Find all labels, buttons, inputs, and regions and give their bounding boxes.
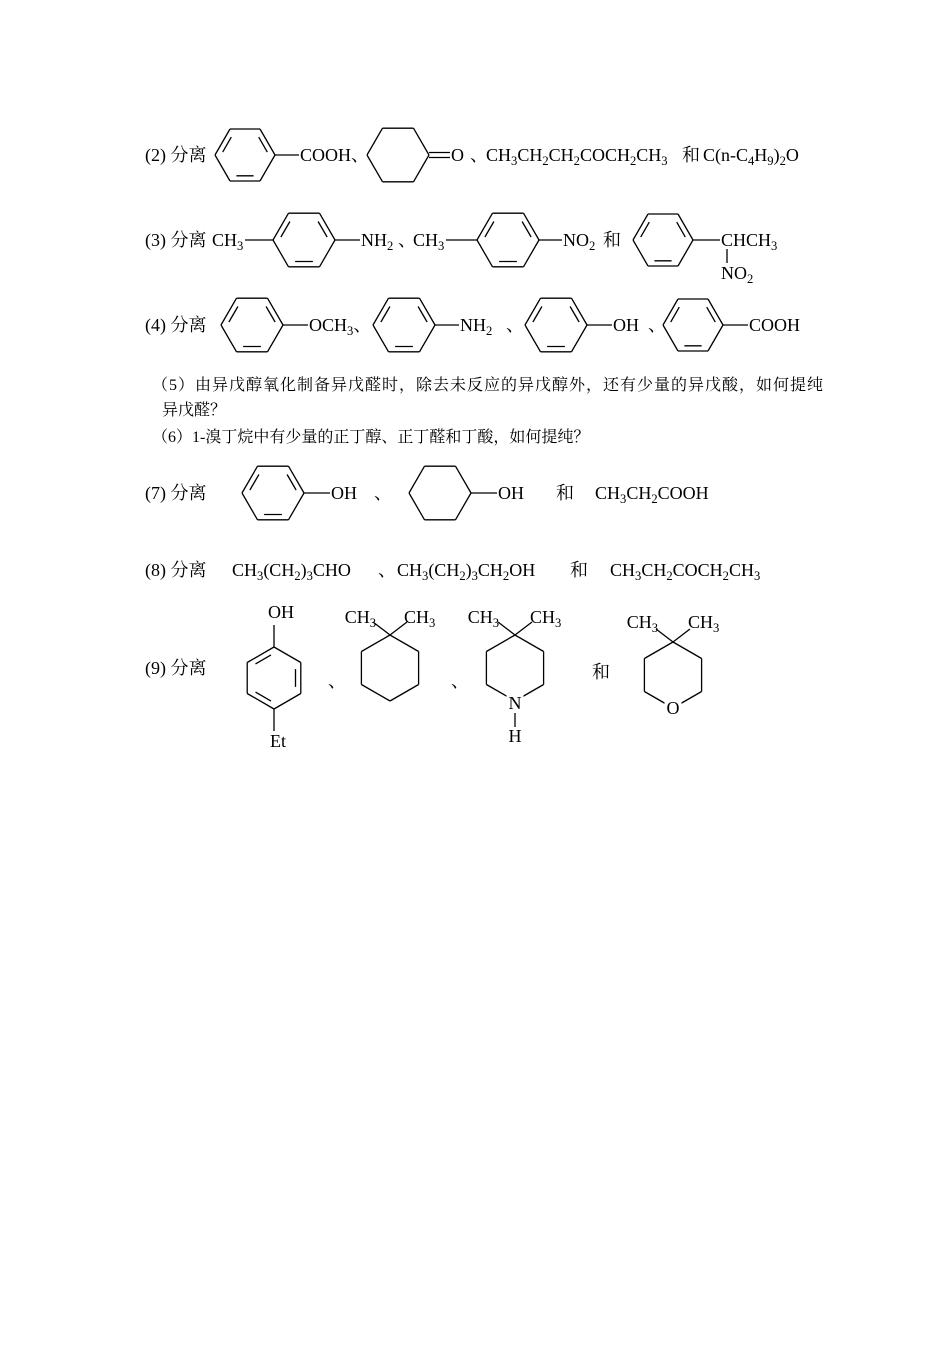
conjunction: 和: [592, 662, 610, 682]
hydroxyl-label: OH: [498, 483, 524, 503]
ring-bond: [456, 493, 472, 520]
amino-label: $NH_2$: [361, 230, 394, 253]
cyclohexanone-ring: [367, 128, 429, 182]
separator: 、: [451, 671, 469, 691]
ring-bond: [477, 240, 493, 267]
phenyl-nitroethane-ring: [633, 214, 693, 266]
benzoic-acid-ring-2: [663, 299, 723, 351]
question-text: （5）由异戊醇氧化制备异戊醛时，除去未反应的异戊醇外，还有少量的异戊酸，如何提纯: [152, 377, 825, 394]
oxygen-atom-label: O: [666, 698, 680, 718]
separator: 、: [506, 315, 524, 335]
carboxyl-group-label: COOH、: [300, 145, 370, 165]
hydrogen-atom-label: H: [508, 726, 522, 746]
ring-bond: [268, 325, 284, 352]
question-text: 异戊醛？: [162, 402, 227, 419]
side-chain-label: $CHCH_3$: [721, 230, 778, 253]
ring-bond: [361, 635, 390, 652]
ring-bond: [274, 647, 301, 663]
methyl-label: $CH_3$: [413, 230, 445, 253]
ring-bond: [361, 685, 390, 702]
ring-bond: [273, 240, 289, 267]
hydroxyl-label: OH: [331, 483, 357, 503]
hydroxyl-label: OH: [268, 602, 294, 622]
ketone-oxygen-label: O: [451, 145, 464, 165]
cyclohexanol-ring: [409, 466, 471, 520]
question-label: (8) 分离: [145, 560, 207, 580]
methyl-label: $CH_3$: [688, 612, 720, 635]
nitrogen-atom-label: N: [508, 693, 522, 713]
ring-bond: [673, 642, 702, 659]
separator: 、: [328, 671, 346, 691]
ring-bond: [644, 642, 673, 659]
ring-bond: [373, 325, 389, 352]
separator: 、: [470, 145, 488, 165]
separator: 、: [374, 483, 392, 503]
question-label: (2) 分离: [145, 145, 207, 165]
separator: 、: [648, 315, 666, 335]
nitro-label: $NO_2$: [721, 263, 754, 286]
formula-text: $CH_3(CH_2)_3CH_2OH$: [397, 560, 536, 583]
ring-bond: [221, 325, 237, 352]
ring-bond: [274, 694, 301, 710]
ring-bond: [414, 155, 430, 182]
ring-bond: [456, 466, 472, 493]
bond-line: [498, 622, 515, 635]
formula-text: $CH_3CH_2COOH$: [595, 483, 709, 506]
hydroxyl-label: OH: [613, 315, 639, 335]
separator: 、: [398, 230, 416, 250]
ring-bond: [320, 240, 336, 267]
methyl-label: $CH_3$: [467, 607, 499, 630]
methyl-label: $CH_3$: [404, 607, 436, 630]
anisole-ring: [221, 298, 283, 352]
ring-bond: [486, 635, 515, 652]
methyl-label: $CH_3$: [530, 607, 562, 630]
nitro-label: $NO_2$: [563, 230, 596, 253]
methoxy-label: $OCH_3$、: [309, 315, 372, 338]
methyl-label: $CH_3$: [344, 607, 376, 630]
ethyl-label: Et: [270, 731, 286, 751]
methyl-label: $CH_3$: [626, 612, 658, 635]
ring-bond: [515, 635, 544, 652]
ethylphenol-ring: [247, 647, 301, 709]
formula-text: $CH_3CH_2CH_2COCH_2CH_3$: [486, 145, 668, 168]
toluidine-ring: [273, 213, 335, 267]
ring-bond: [633, 240, 648, 266]
ring-bond: [242, 493, 258, 520]
ring-bond: [390, 635, 419, 652]
ring-bond: [390, 685, 419, 702]
formula-text: $CH_3(CH_2)_3CHO$: [232, 560, 351, 583]
ring-bond: [215, 155, 230, 181]
ring-bond: [409, 493, 425, 520]
ring-bond: [708, 325, 723, 351]
ring-bond: [367, 128, 383, 155]
question-label: (9) 分离: [145, 658, 207, 678]
ring-bond: [289, 493, 305, 520]
conjunction: 和: [570, 560, 588, 580]
dimethylcyclohexane-ring: [361, 635, 418, 701]
ring-bond: [572, 325, 588, 352]
question-label: (3) 分离: [145, 230, 207, 250]
question-label: (4) 分离: [145, 315, 207, 335]
ring-bond: [524, 240, 540, 267]
ring-bond: [409, 466, 425, 493]
ring-bond: [525, 325, 541, 352]
conjunction: 和: [682, 145, 700, 165]
carboxyl-group-label: COOH: [749, 315, 801, 335]
conjunction: 和: [603, 230, 621, 250]
ring-bond: [420, 325, 436, 352]
ring-bond: [260, 155, 275, 181]
separator: 、: [378, 560, 396, 580]
dimethylpiperidine-ring: [486, 635, 543, 701]
question-text: （6）1-溴丁烷中有少量的正丁醇、正丁醛和丁酸，如何提纯？: [152, 429, 590, 446]
question-label: (7) 分离: [145, 483, 207, 503]
phenol-ring: [525, 298, 587, 352]
formula-text: $C(n-C_4H_9)_2O$: [703, 145, 799, 168]
methyl-label: $CH_3$: [212, 230, 244, 253]
formula-text: $CH_3CH_2COCH_2CH_3$: [610, 560, 761, 583]
nitrotoluene-ring: [477, 213, 539, 267]
ring-bond: [367, 155, 383, 182]
bond-line: [656, 629, 673, 642]
amino-label: $NH_2$: [460, 315, 493, 338]
phenol-ring-2: [242, 466, 304, 520]
benzoic-acid-ring: [215, 129, 275, 181]
ring-bond: [678, 240, 693, 266]
ring-bond: [414, 128, 430, 155]
conjunction: 和: [556, 483, 574, 503]
aniline-ring: [373, 298, 435, 352]
